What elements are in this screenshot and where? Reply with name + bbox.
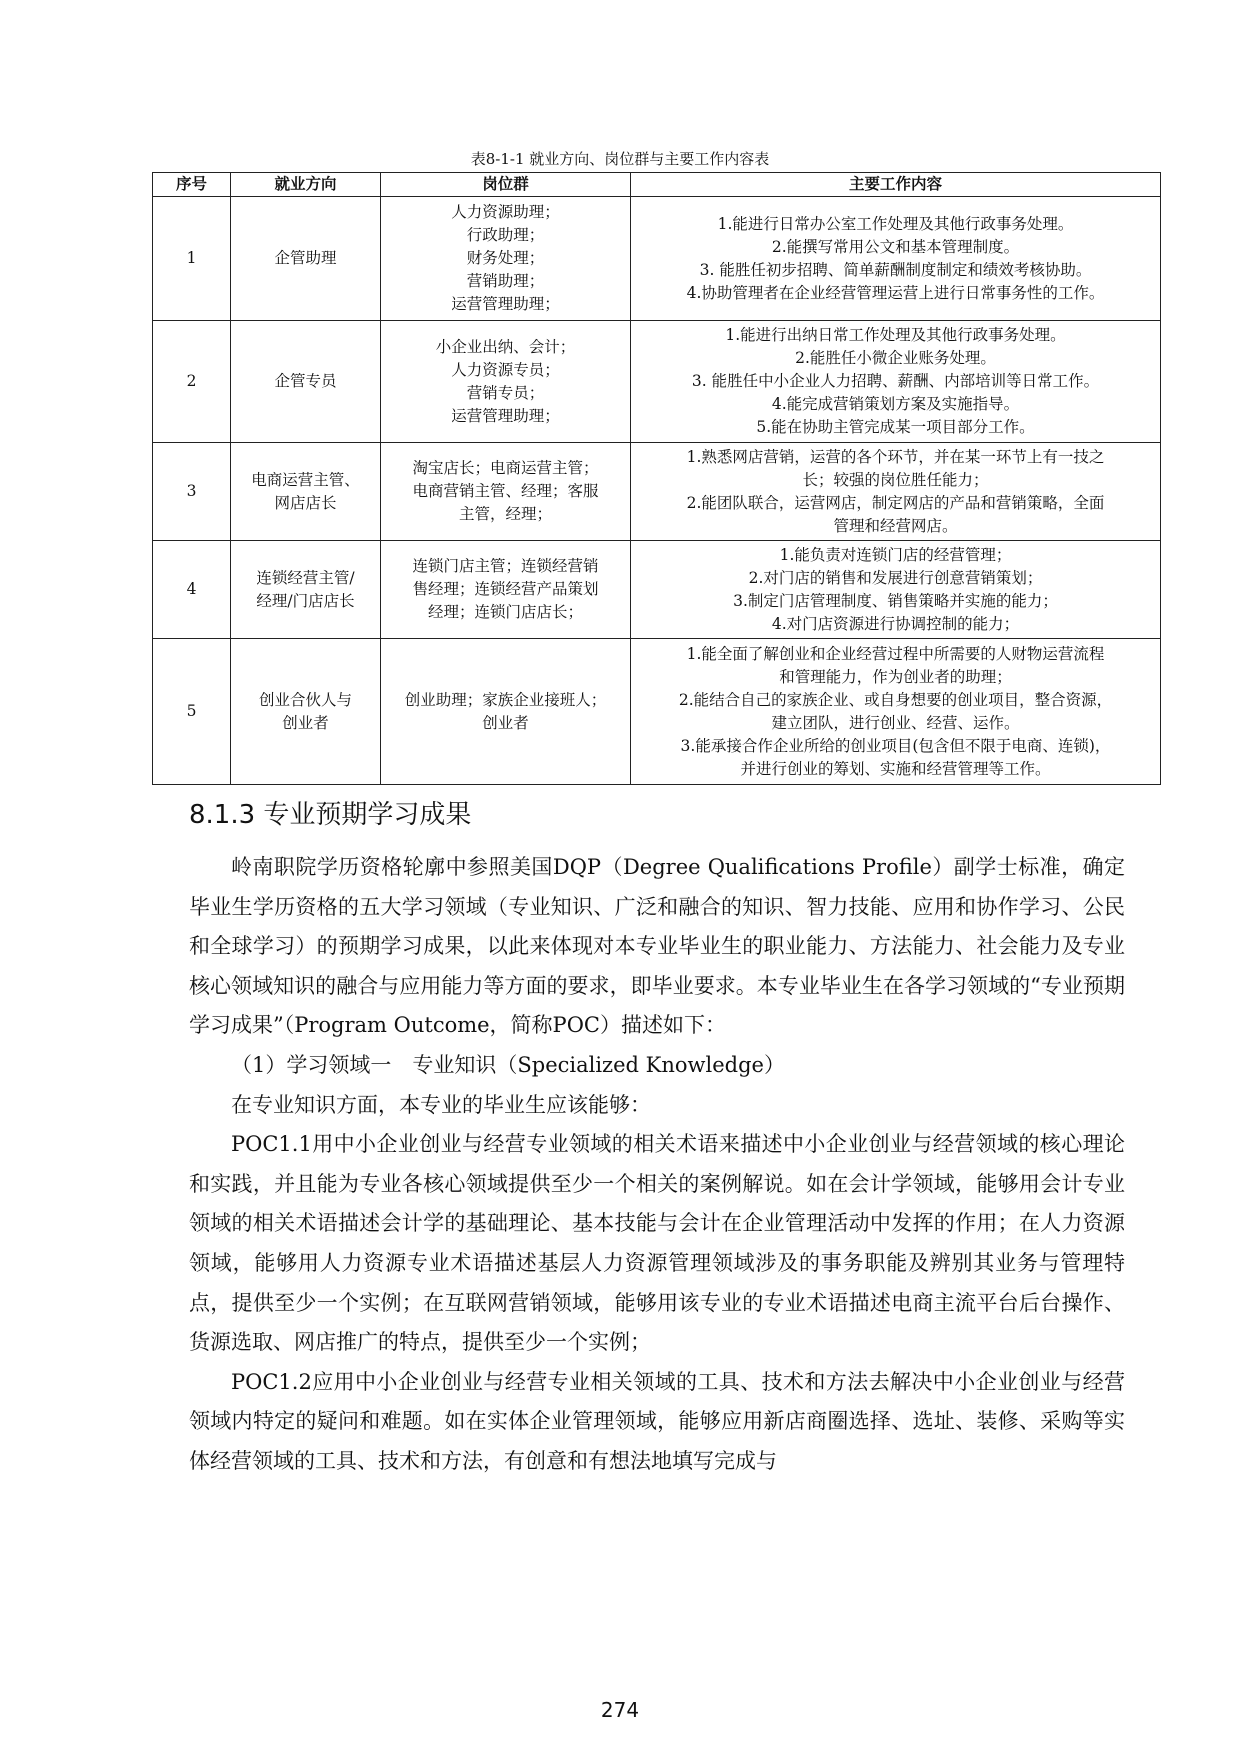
section-heading: 8.1.3 专业预期学习成果 <box>189 800 472 830</box>
position-line: 运营管理助理； <box>451 406 560 425</box>
row-direction <box>231 639 381 785</box>
row-positions <box>381 443 631 541</box>
direction-line: 经理/门店店长 <box>256 591 355 610</box>
position-line: 财务处理； <box>466 249 545 267</box>
duty-line: 3. 能胜任初步招聘、简单薪酬制度制定和绩效考核协助。 <box>699 260 1092 279</box>
position-line: 人力资源助理； <box>451 203 560 221</box>
table-row <box>153 541 1161 639</box>
row-duties <box>631 321 1161 443</box>
position-line: 创业助理；家族企业接班人； <box>404 690 607 709</box>
duty-line: 建立团队，进行创业、经营、运作。 <box>771 713 1020 732</box>
table-header-row <box>153 173 1161 197</box>
position-line: 创业者 <box>482 713 529 732</box>
position-line: 电商营销主管、经理；客服 <box>412 482 599 500</box>
position-line: 小企业出纳、会计； <box>435 337 576 356</box>
direction-line: 创业合伙人与 <box>258 690 352 709</box>
duty-line: 1.能进行日常办公室工作处理及其他行政事务处理。 <box>717 214 1074 233</box>
row-direction <box>231 321 381 443</box>
duty-line: 1.能负责对连锁门店的经营管理； <box>779 545 1012 564</box>
table-row <box>153 197 1161 321</box>
position-line: 营销助理； <box>466 272 545 290</box>
row-no: 4 <box>153 541 231 639</box>
section-body <box>189 848 1125 1482</box>
duty-line: 和管理能力，作为创业者的助理； <box>779 667 1012 686</box>
duty-line: 并进行创业的筹划、实施和经营管理等工作。 <box>740 759 1051 778</box>
position-line: 运营管理助理； <box>451 295 560 313</box>
paragraph-poc1-1: POC1.1用中小企业创业与经营专业领域的相关术语来描述中小企业创业与经营领域的核心理论和实践，并且能为专业各核心领域提供至少一个相关的案例解说。如在会计学领域，能够用会计专业领域的相关术语描述会计学的基础理论、基本技能与会计在企业管理活动中发挥的作用；在人力资源领域，能够用人力资源专业术语描述基层人力资源管理领域涉及的事务职能及辨别其业务与管理特点，提供至少一个实例；在互联网营销领域，能够用该专业的专业术语描述电商主流平台后台操作、货源选取、网店推广的特点，提供至少一个实例； <box>189 1132 1125 1355</box>
duty-line: 4.对门店资源进行协调控制的能力； <box>771 614 1020 633</box>
position-line: 售经理；连锁经营产品策划 <box>412 580 599 598</box>
row-positions <box>381 321 631 443</box>
position-line: 淘宝店长；电商运营主管； <box>412 459 599 477</box>
duty-line: 4.能完成营销策划方案及实施指导。 <box>771 395 1020 413</box>
duty-line: 管理和经营网店。 <box>833 516 958 535</box>
duty-line: 2.能胜任小微企业账务处理。 <box>795 349 996 367</box>
position-line: 行政助理； <box>466 226 545 244</box>
header-positions: 岗位群 <box>381 173 631 197</box>
duty-line: 4.协助管理者在企业经营管理运营上进行日常事务性的工作。 <box>686 283 1105 302</box>
row-no: 5 <box>153 639 231 785</box>
paragraph-dqp: 岭南职院学历资格轮廓中参照美国DQP（Degree Qualifications Profile）副学士标准，确定毕业生学历资格的五大学习领域（专业知识、广泛和融合的知识、智力技能、应用和协作学习、公民和全球学习）的预期学习成果，以此来体现对本专业毕业生的职业能力、方法能力、社会能力及专业核心领域知识的融合与应用能力等方面的要求，即毕业要求。本专业毕业生在各学习领域的“专业预期学习成果”（Program Outcome，简称POC）描述如下： <box>189 855 1125 1038</box>
paragraph-domain-one: （1）学习领域一 专业知识（Specialized Knowledge） <box>231 1052 785 1077</box>
row-no: 2 <box>153 321 231 443</box>
paragraph-poc1-2: POC1.2应用中小企业创业与经营专业相关领域的工具、技术和方法去解决中小企业创业与经营领域内特定的疑问和难题。如在实体企业管理领域，能够应用新店商圈选择、选址、装修、采购等实体经营领域的工具、技术和方法，有创意和有想法地填写完成与 <box>189 1369 1125 1473</box>
table-row <box>153 321 1161 443</box>
direction-line: 连锁经营主管/ <box>256 568 355 587</box>
header-no: 序号 <box>153 173 231 197</box>
row-duties <box>631 443 1161 541</box>
row-no: 3 <box>153 443 231 541</box>
duty-line: 长；较强的岗位胜任能力； <box>802 470 989 489</box>
duty-line: 1.能进行出纳日常工作处理及其他行政事务处理。 <box>725 326 1066 344</box>
position-line: 营销专员； <box>466 383 545 402</box>
employment-table <box>152 172 1161 785</box>
duty-line: 3.制定门店管理制度、销售策略并实施的能力； <box>733 591 1058 610</box>
duty-line: 5.能在协助主管完成某一项目部分工作。 <box>756 418 1035 436</box>
table-caption: 表8-1-1 就业方向、岗位群与主要工作内容表 <box>470 150 770 168</box>
duty-line: 1.能全面了解创业和企业经营过程中所需要的人财物运营流程 <box>686 644 1105 663</box>
paragraph-intro: 在专业知识方面，本专业的毕业生应该能够： <box>231 1092 651 1117</box>
duty-line: 3.能承接合作企业所给的创业项目(包含但不限于电商、连锁)， <box>680 736 1111 755</box>
row-positions <box>381 639 631 785</box>
row-direction <box>231 197 381 321</box>
position-line: 人力资源专员； <box>451 360 560 379</box>
row-duties <box>631 541 1161 639</box>
duty-line: 1.熟悉网店营销，运营的各个环节，并在某一环节上有一技之 <box>686 447 1105 466</box>
page-number: 274 <box>600 1698 640 1722</box>
row-direction <box>231 541 381 639</box>
row-duties <box>631 639 1161 785</box>
header-direction: 就业方向 <box>231 173 381 197</box>
row-positions <box>381 541 631 639</box>
row-no: 1 <box>153 197 231 321</box>
duty-line: 2.能撰写常用公文和基本管理制度。 <box>771 237 1020 256</box>
row-duties <box>631 197 1161 321</box>
direction-line: 网店店长 <box>274 493 337 512</box>
header-duties: 主要工作内容 <box>631 173 1161 197</box>
position-line: 经理；连锁门店店长； <box>427 603 583 621</box>
row-direction <box>231 443 381 541</box>
direction-line: 企管助理 <box>274 249 337 267</box>
direction-line: 企管专员 <box>274 372 337 390</box>
duty-line: 3. 能胜任中小企业人力招聘、薪酬、内部培训等日常工作。 <box>691 372 1100 390</box>
duty-line: 2.对门店的销售和发展进行创意营销策划； <box>748 568 1043 587</box>
duty-line: 2.能团队联合，运营网店，制定网店的产品和营销策略，全面 <box>686 493 1105 512</box>
row-positions <box>381 197 631 321</box>
position-line: 主管，经理； <box>458 505 552 523</box>
direction-line: 电商运营主管、 <box>251 470 360 489</box>
table-row <box>153 443 1161 541</box>
position-line: 连锁门店主管；连锁经营销 <box>412 557 599 575</box>
duty-line: 2.能结合自己的家族企业、或自身想要的创业项目，整合资源， <box>678 690 1113 709</box>
table-row <box>153 639 1161 785</box>
direction-line: 创业者 <box>282 713 329 732</box>
